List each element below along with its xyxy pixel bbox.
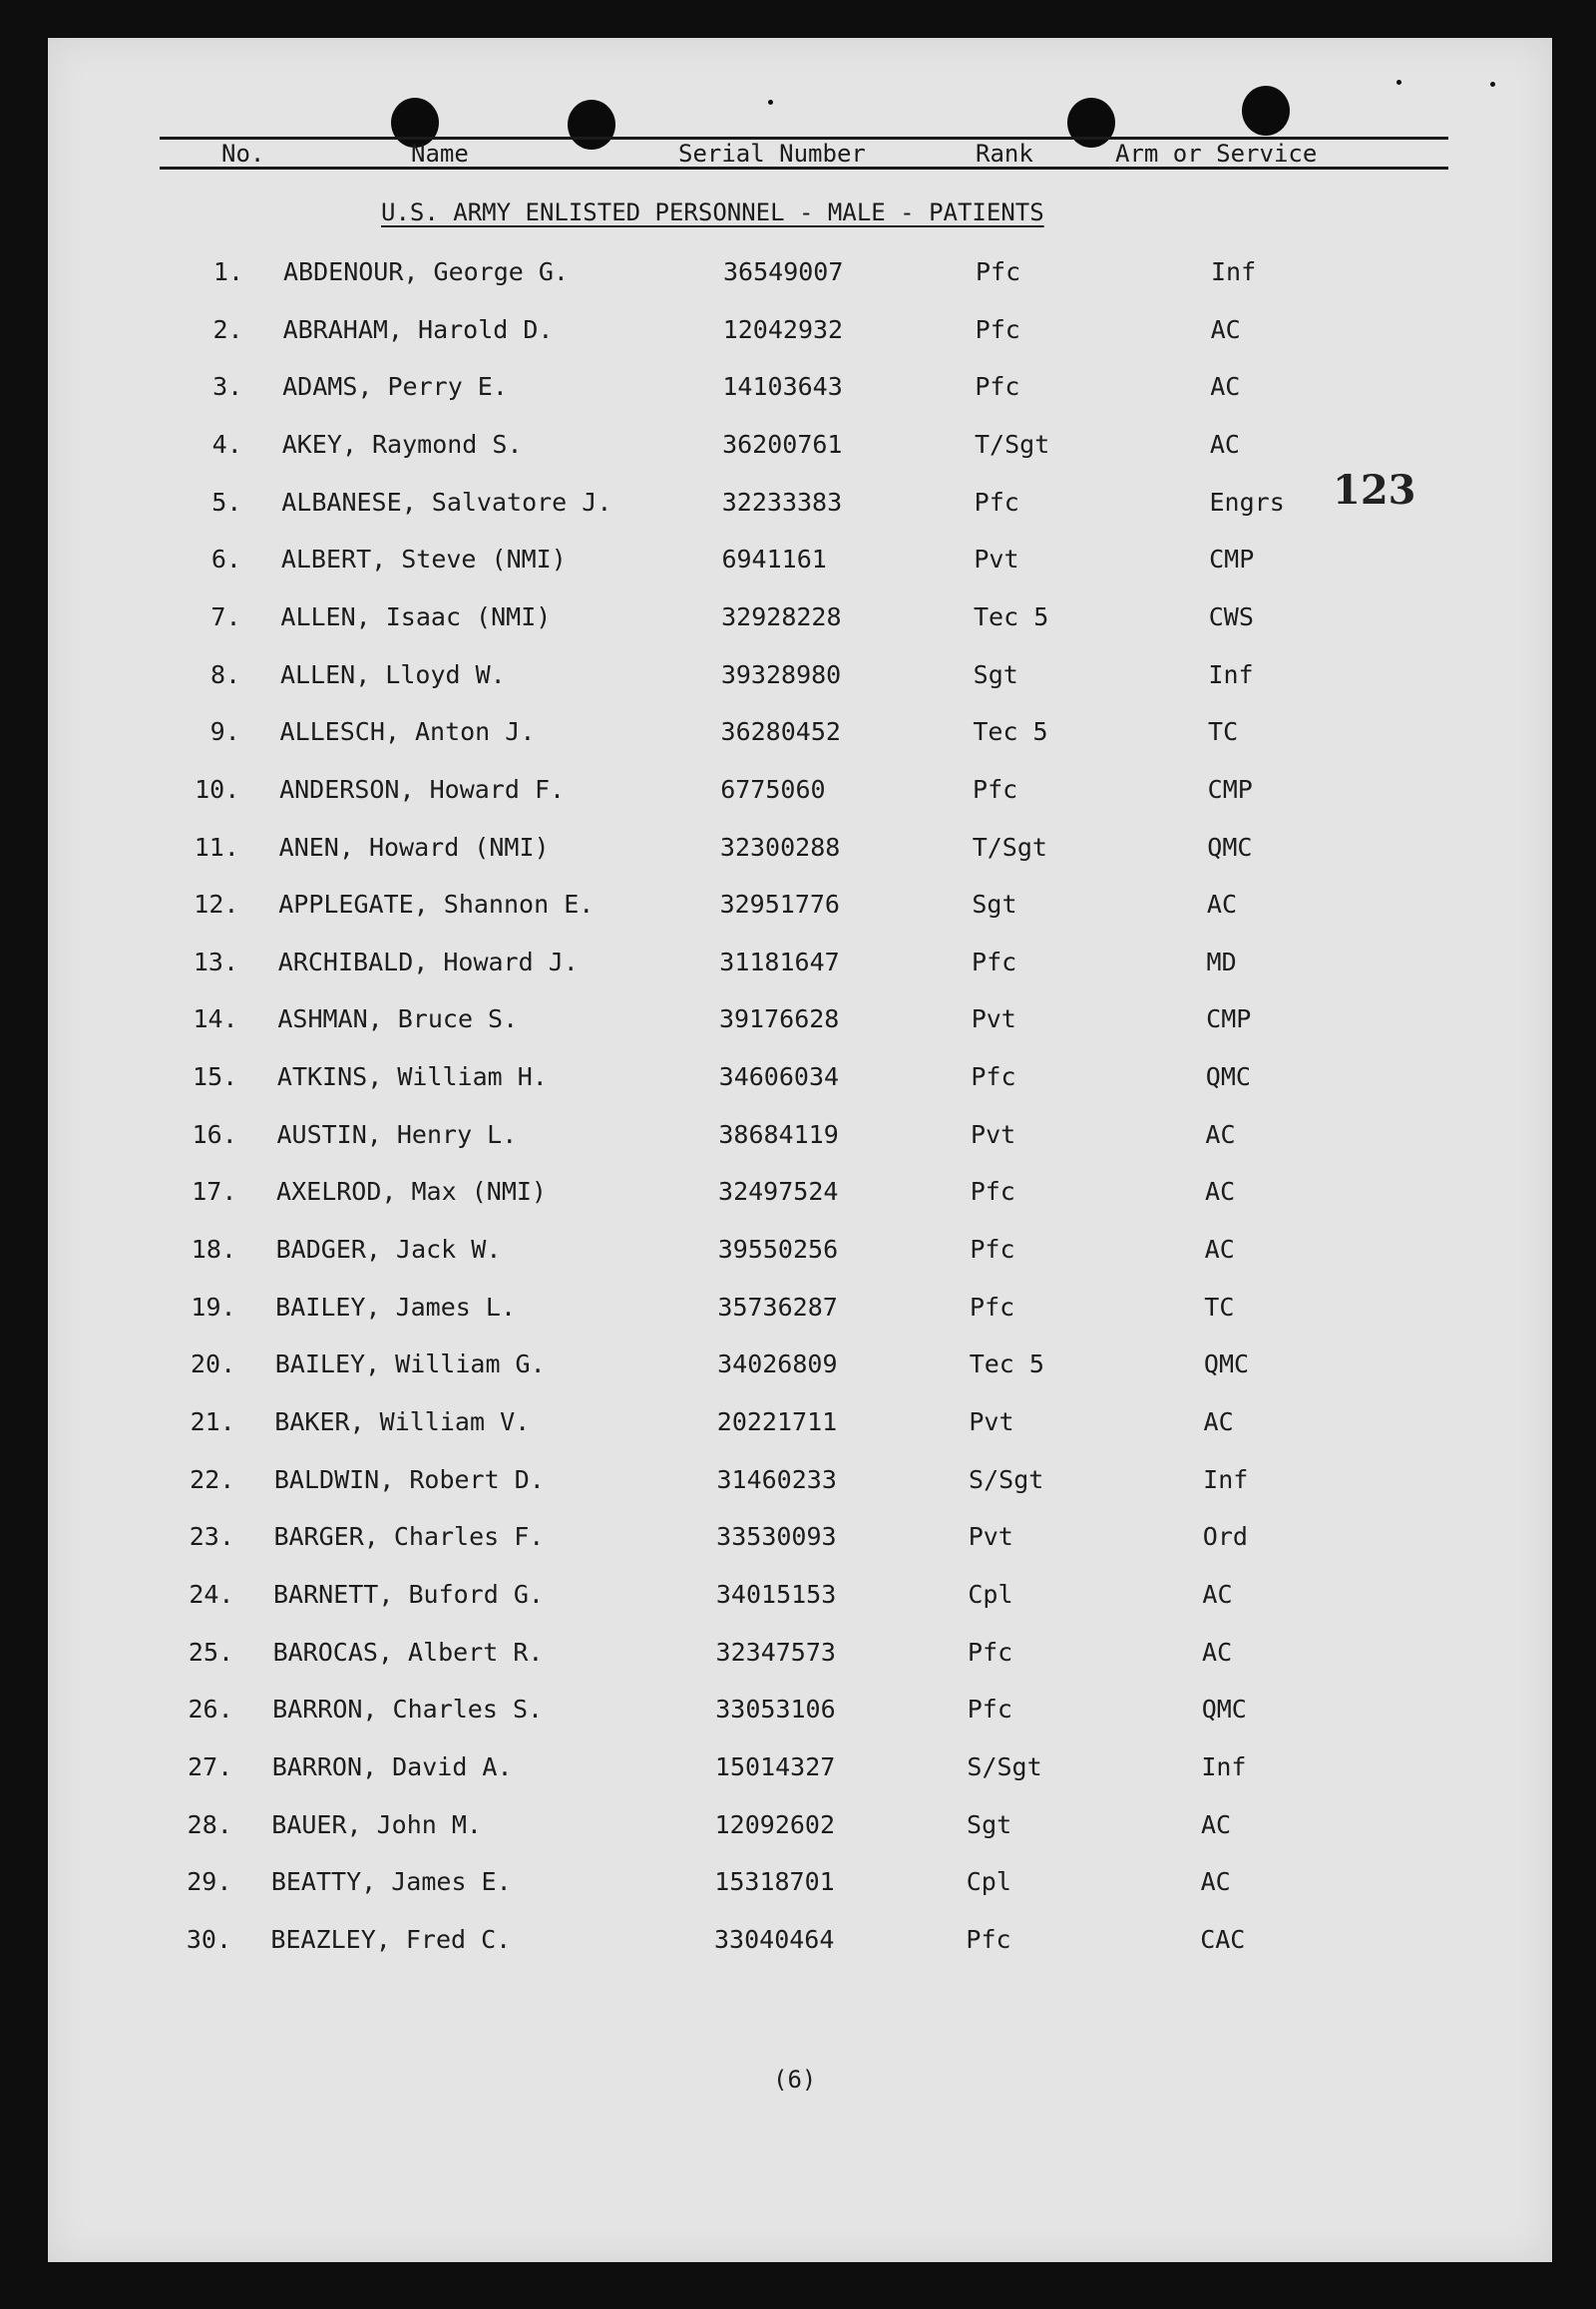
cell-name: ANDERSON, Howard F. [279, 774, 566, 804]
cell-rank: Pvt [969, 1407, 1014, 1436]
cell-serial: 31181647 [719, 947, 840, 976]
cell-rank: Pfc [976, 257, 1021, 286]
header-no: No. [221, 140, 265, 168]
cell-arm: TC [1204, 1292, 1235, 1322]
cell-serial: 36200761 [722, 429, 843, 459]
cell-no: 4. [211, 429, 242, 459]
cell-rank: Pfc [975, 314, 1020, 344]
cell-arm: CAC [1200, 1924, 1246, 1954]
table-row [0, 1752, 1596, 1792]
cell-arm: QMC [1205, 1062, 1251, 1092]
cell-arm: TC [1208, 717, 1239, 747]
cell-name: ATKINS, William H. [276, 1062, 548, 1092]
cell-no: 24. [189, 1579, 234, 1609]
cell-serial: 39550256 [717, 1235, 839, 1265]
cell-arm: QMC [1201, 1695, 1247, 1725]
cell-arm: AC [1206, 890, 1237, 920]
cell-rank: Pfc [974, 487, 1019, 517]
table-row [0, 890, 1596, 930]
table-row [0, 1235, 1596, 1275]
cell-name: APPLEGATE, Shannon E. [278, 890, 595, 920]
table-row [0, 1293, 1596, 1333]
cell-no: 28. [187, 1809, 232, 1839]
cell-no: 12. [194, 890, 239, 920]
cell-name: AXELROD, Max (NMI) [276, 1177, 547, 1207]
table-row [0, 1062, 1596, 1102]
cell-name: ASHMAN, Bruce S. [277, 1004, 519, 1034]
cell-rank: Cpl [968, 1579, 1013, 1609]
cell-no: 15. [193, 1062, 238, 1092]
cell-rank: T/Sgt [975, 429, 1050, 459]
cell-arm: AC [1210, 314, 1241, 344]
cell-arm: Inf [1211, 257, 1257, 286]
cell-name: ABRAHAM, Harold D. [282, 314, 554, 344]
cell-rank: Pfc [971, 1062, 1016, 1092]
cell-name: ADAMS, Perry E. [282, 372, 508, 402]
cell-rank: Pvt [971, 1004, 1016, 1034]
cell-arm: CMP [1206, 1004, 1252, 1034]
cell-name: ANEN, Howard (NMI) [278, 832, 550, 862]
table-row [0, 1120, 1596, 1160]
cell-name: BARRON, Charles S. [272, 1695, 544, 1725]
table-row [0, 660, 1596, 700]
cell-no: 29. [187, 1867, 232, 1897]
cell-arm: AC [1200, 1809, 1232, 1839]
cell-arm: AC [1205, 1119, 1236, 1149]
cell-rank: Cpl [966, 1867, 1011, 1897]
cell-serial: 33040464 [714, 1924, 835, 1954]
cell-serial: 36280452 [720, 717, 841, 747]
table-row [0, 1925, 1596, 1965]
cell-no: 2. [212, 314, 243, 344]
cell-arm: Inf [1201, 1751, 1247, 1781]
cell-rank: Sgt [967, 1809, 1012, 1839]
table-row [0, 1177, 1596, 1217]
cell-no: 17. [192, 1177, 237, 1207]
cell-rank: Pvt [968, 1522, 1013, 1552]
cell-arm: AC [1202, 1637, 1233, 1667]
cell-no: 3. [212, 372, 243, 402]
table-row [0, 1407, 1596, 1447]
table-row [0, 372, 1596, 412]
cell-no: 26. [188, 1695, 233, 1725]
cell-arm: Engrs [1209, 487, 1285, 517]
cell-rank: Pfc [967, 1695, 1012, 1725]
list-title: U.S. ARMY ENLISTED PERSONNEL - MALE - PATIENTS [381, 198, 1044, 226]
cell-rank: Pfc [973, 774, 1018, 804]
cell-name: ALBANESE, Salvatore J. [281, 487, 612, 517]
cell-rank: Tec 5 [974, 601, 1049, 631]
cell-rank: Tec 5 [973, 717, 1048, 747]
cell-rank: Pfc [966, 1924, 1011, 1954]
cell-rank: Sgt [972, 890, 1017, 920]
cell-arm: AC [1209, 429, 1240, 459]
cell-serial: 20221711 [716, 1407, 838, 1436]
header-serial: Serial Number [678, 140, 866, 168]
table-row [0, 717, 1596, 757]
cell-serial: 31460233 [716, 1464, 837, 1494]
cell-name: AKEY, Raymond S. [281, 429, 523, 459]
table-row [0, 1810, 1596, 1850]
table-row [0, 257, 1596, 297]
cell-arm: CWS [1208, 601, 1254, 631]
cell-serial: 12092602 [714, 1809, 836, 1839]
cell-no: 18. [191, 1235, 236, 1265]
cell-no: 30. [186, 1924, 231, 1954]
cell-rank: Pfc [972, 947, 1017, 976]
cell-no: 11. [194, 832, 239, 862]
cell-serial: 32300288 [719, 832, 841, 862]
cell-rank: Tec 5 [969, 1349, 1044, 1379]
cell-serial: 39328980 [720, 659, 842, 689]
margin-number: 123 [1333, 467, 1416, 514]
cell-serial: 34015153 [715, 1579, 837, 1609]
table-row [0, 1638, 1596, 1678]
table-row [0, 948, 1596, 987]
cell-arm: Inf [1203, 1464, 1249, 1494]
cell-arm: AC [1204, 1235, 1235, 1265]
cell-serial: 15014327 [714, 1751, 836, 1781]
cell-rank: Pvt [971, 1119, 1016, 1149]
header-name: Name [411, 140, 469, 168]
cell-name: BADGER, Jack W. [275, 1235, 502, 1265]
ink-speck [1396, 80, 1401, 85]
cell-name: BAUER, John M. [271, 1809, 482, 1839]
punch-hole [1242, 86, 1290, 136]
cell-name: BARNETT, Buford G. [273, 1579, 544, 1609]
cell-name: ALLESCH, Anton J. [279, 717, 536, 747]
cell-serial: 33053106 [715, 1695, 836, 1725]
cell-rank: Pfc [968, 1637, 1013, 1667]
cell-serial: 32347573 [715, 1637, 836, 1667]
table-row [0, 545, 1596, 584]
cell-name: ALLEN, Isaac (NMI) [280, 601, 552, 631]
cell-arm: AC [1200, 1867, 1231, 1897]
cell-rank: Pfc [970, 1235, 1015, 1265]
cell-no: 20. [190, 1349, 236, 1379]
table-row [0, 1004, 1596, 1044]
cell-no: 16. [192, 1119, 237, 1149]
cell-arm: Inf [1208, 659, 1254, 689]
table-row [0, 1867, 1596, 1907]
cell-name: BARGER, Charles F. [273, 1522, 545, 1552]
cell-serial: 32951776 [719, 890, 840, 920]
cell-rank: Sgt [973, 659, 1018, 689]
cell-rank: S/Sgt [967, 1751, 1042, 1781]
cell-arm: QMC [1207, 832, 1253, 862]
cell-arm: AC [1205, 1177, 1236, 1207]
cell-rank: Pfc [970, 1292, 1015, 1322]
cell-arm: CMP [1207, 774, 1253, 804]
cell-rank: Pfc [975, 372, 1020, 402]
table-row [0, 1465, 1596, 1505]
table-row [0, 315, 1596, 355]
cell-name: BAKER, William V. [274, 1407, 531, 1436]
cell-no: 14. [193, 1004, 238, 1034]
cell-no: 9. [209, 717, 240, 747]
cell-no: 5. [211, 487, 242, 517]
cell-arm: AC [1202, 1579, 1233, 1609]
cell-no: 10. [195, 774, 240, 804]
cell-serial: 32928228 [721, 601, 842, 631]
cell-name: ALLEN, Lloyd W. [279, 659, 506, 689]
cell-arm: CMP [1209, 545, 1255, 575]
cell-no: 13. [193, 947, 239, 976]
cell-serial: 34026809 [717, 1349, 838, 1379]
cell-serial: 39176628 [718, 1004, 840, 1034]
cell-rank: Pfc [970, 1177, 1015, 1207]
cell-serial: 32233383 [721, 487, 843, 517]
punch-hole [568, 100, 615, 150]
ink-speck [1490, 82, 1495, 87]
table-row [0, 1695, 1596, 1734]
cell-name: BEAZLEY, Fred C. [270, 1924, 512, 1954]
cell-no: 19. [191, 1292, 236, 1322]
cell-serial: 15318701 [714, 1867, 835, 1897]
cell-arm: AC [1210, 372, 1241, 402]
cell-no: 6. [210, 545, 241, 575]
cell-serial: 35736287 [717, 1292, 838, 1322]
cell-no: 22. [190, 1464, 235, 1494]
cell-arm: AC [1203, 1407, 1234, 1436]
table-row [0, 833, 1596, 873]
cell-arm: Ord [1202, 1522, 1248, 1552]
cell-serial: 6941161 [721, 545, 827, 575]
cell-serial: 6775060 [720, 774, 826, 804]
table-row [0, 602, 1596, 642]
cell-serial: 12042932 [722, 314, 844, 344]
cell-no: 23. [189, 1522, 234, 1552]
cell-serial: 32497524 [718, 1177, 839, 1207]
cell-name: BARRON, David A. [271, 1751, 513, 1781]
cell-name: BALDWIN, Robert D. [273, 1464, 545, 1494]
cell-name: AUSTIN, Henry L. [276, 1119, 518, 1149]
cell-rank: S/Sgt [969, 1464, 1044, 1494]
cell-name: BAROCAS, Albert R. [272, 1637, 544, 1667]
cell-rank: T/Sgt [972, 832, 1047, 862]
cell-name: BAILEY, William G. [274, 1349, 546, 1379]
header-rank: Rank [976, 140, 1033, 168]
table-row [0, 430, 1596, 470]
cell-no: 27. [188, 1751, 233, 1781]
cell-no: 8. [209, 659, 241, 689]
ink-speck [768, 100, 773, 105]
cell-name: ALBERT, Steve (NMI) [280, 545, 567, 575]
cell-no: 1. [212, 257, 243, 286]
table-row [0, 1580, 1596, 1620]
cell-name: BAILEY, James L. [275, 1292, 516, 1322]
cell-rank: Pvt [974, 545, 1019, 575]
cell-no: 21. [190, 1407, 235, 1436]
cell-serial: 14103643 [722, 372, 843, 402]
cell-no: 25. [188, 1637, 234, 1667]
cell-arm: MD [1206, 947, 1237, 976]
cell-name: ARCHIBALD, Howard J. [277, 947, 579, 976]
cell-serial: 38684119 [718, 1119, 839, 1149]
table-row [0, 775, 1596, 815]
cell-arm: QMC [1203, 1349, 1250, 1379]
cell-name: BEATTY, James E. [270, 1867, 512, 1897]
header-arm: Arm or Service [1115, 140, 1318, 168]
cell-serial: 34606034 [718, 1062, 840, 1092]
cell-no: 7. [210, 601, 241, 631]
cell-serial: 33530093 [716, 1522, 837, 1552]
punch-hole [1067, 98, 1115, 148]
table-row [0, 1349, 1596, 1389]
cell-serial: 36549007 [723, 257, 844, 286]
table-row [0, 1522, 1596, 1562]
cell-name: ABDENOUR, George G. [283, 257, 569, 286]
page-number: (6) [773, 2066, 817, 2094]
